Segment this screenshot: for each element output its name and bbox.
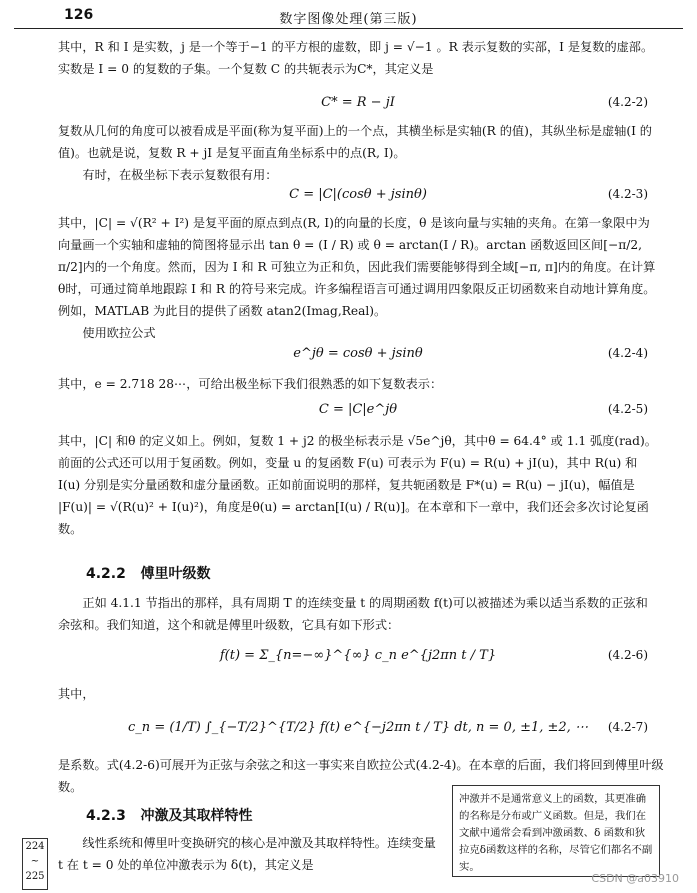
paragraph-2: 复数从几何的角度可以被看成是平面(称为复平面)上的一个点，其横坐标是实轴(R 的值)，其纵坐标是虚轴(I 的值)。也就是说，复数 R + jI 是复平面直角坐标系中的点(R, I)。: [58, 124, 652, 160]
equation-4-2-4: e^jθ = cosθ + jsinθ (4.2-4): [293, 346, 648, 361]
equation-4-2-5: C = |C|e^jθ (4.2-5): [318, 402, 648, 417]
paragraph-3: 有时，在极坐标下表示复数很有用：: [82, 168, 278, 182]
section-heading-4-2-3: 4.2.3 冲激及其取样特性: [86, 808, 253, 824]
book-title: 数字图像处理(第三版): [279, 12, 418, 27]
equation-4-2-7: c_n = (1/T) ∫_{−T/2}^{T/2} f(t) e^{−j2πn t / T} dt, n = 0, ±1, ±2, ⋯ (4.2-7): [128, 720, 648, 735]
paragraph-1: 其中，R 和 I 是实数，j 是一个等于−1 的平方根的虚数，即 j = √−1 。R 表示复数的实部，I 是复数的虚部。实数是 I = 0 的复数的子集。一个复数 C 的共轭表示为C*，其定义是: [58, 40, 654, 76]
paragraph-7: 其中，|C| 和θ 的定义如上。例如，复数 1 + j2 的极坐标表示是 √5e^jθ，其中θ = 64.4° 或 1.1 弧度(rad)。前面的公式还可以用于复函数。例如，变量 u 的复函数 F(u) 可表示为 F(u) = R(u) + jI(u)，其中 R(u) 和 I(u) 分别是实分量函数和虚分量函数。正如前面说明的那样，复共轭函数是 F*(u) = R(u) − jI(u)，幅值是 |F(u)| = √(R(u)² + I(u)²)，角度是θ(u) = arctan[I(u) / R(u)]。在本章和下一章中，我们还会多次讨论复函数。: [58, 434, 657, 536]
page-header: [14, 6, 683, 29]
paragraph-9: 其中，: [58, 687, 95, 701]
section-heading-4-2-2: 4.2.2 傅里叶级数: [86, 566, 211, 582]
equation-4-2-3: C = |C|(cosθ + jsinθ) (4.2-3): [289, 187, 648, 202]
margin-page-reference: 224 ~ 225: [22, 838, 48, 890]
sidebar-note: 冲激并不是通常意义上的函数，其更准确的名称是分布或广义函数。但是，我们在文献中通常会看到冲激函数、δ 函数和狄拉克δ函数这样的名称，尽管它们都名不副实。: [452, 785, 660, 877]
paragraph-8: 正如 4.1.1 节指出的那样，具有周期 T 的连续变量 t 的周期函数 f(t)可以被描述为乘以适当系数的正弦和余弦和。我们知道，这个和就是傅里叶级数，它具有如下形式：: [58, 596, 648, 632]
equation-4-2-6: f(t) = Σ_{n=−∞}^{∞} c_n e^{j2πn t / T} (4.2-6): [219, 648, 648, 663]
paragraph-11: 线性系统和傅里叶变换研究的核心是冲激及其取样特性。连续变量 t 在 t = 0 处的单位冲激表示为 δ(t)，其定义是: [58, 836, 436, 872]
equation-4-2-2: C* = R − jI (4.2-2): [321, 95, 648, 110]
page-number: 126: [64, 7, 94, 23]
paragraph-5: 使用欧拉公式: [82, 326, 156, 340]
paragraph-4: 其中，|C| = √(R² + I²) 是复平面的原点到点(R, I)的向量的长度，θ 是该向量与实轴的夹角。在第一象限中为向量画一个实轴和虚轴的简图将显示出 tan θ = (I / R) 或 θ = arctan(I / R)。arctan 函数返回区间[−π/2, π/2]内的一个角度。然而，因为 I 和 R 可独立为正和负，因此我们需要能够得到全域[−π, π]内的角度。在计算θ时，可通过简单地跟踪 I 和 R 的符号来完成。许多编程语言可通过调用四象限反正切函数来自动地计算角度。例如，MATLAB 为此目的提供了函数 atan2(Imag,Real)。: [58, 216, 656, 318]
paragraph-10: 是系数。式(4.2-6)可展开为正弦与余弦之和这一事实来自欧拉公式(4.2-4)。在本章的后面，我们将回到傅里叶级数。: [58, 758, 664, 794]
watermark: CSDN @a03910: [591, 872, 679, 885]
paragraph-6: 其中，e = 2.718 28⋯，可给出极坐标下我们很熟悉的如下复数表示：: [58, 377, 443, 391]
